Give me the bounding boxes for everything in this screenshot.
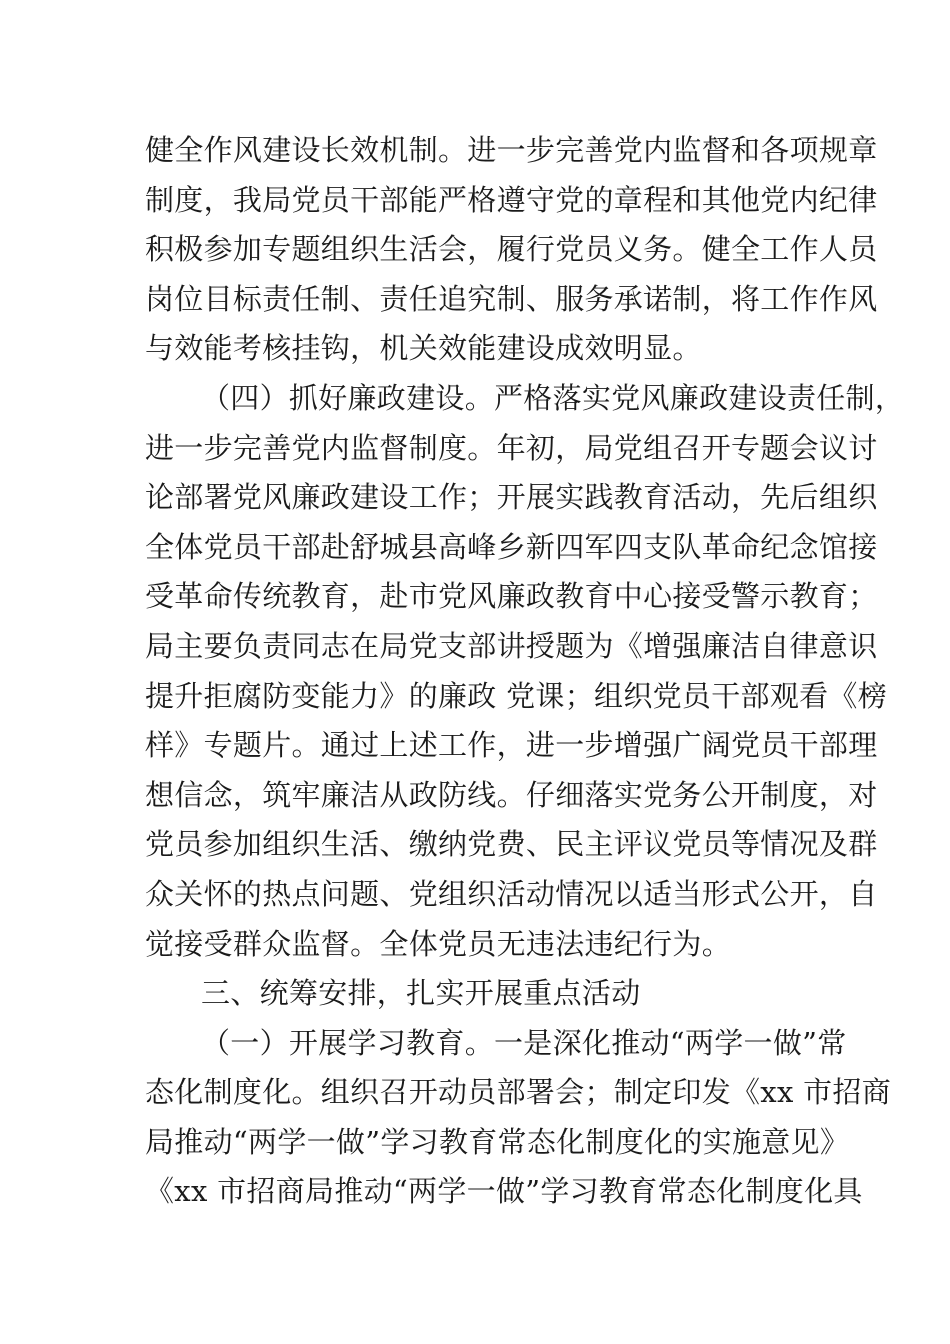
text-line: 全体党员干部赴舒城县高峰乡新四军四支队革命纪念馆接	[145, 529, 878, 564]
text-line: 积极参加专题组织生活会，履行党员义务。健全工作人员	[145, 232, 878, 267]
text-line: （四）抓好廉政建设。严格落实党风廉政建设责任制，	[201, 380, 905, 415]
text-line: 健全作风建设长效机制。进一步完善党内监督和各项规章	[145, 133, 878, 167]
text-line: 想信念，筑牢廉洁从政防线。仔细落实党务公开制度，对	[145, 777, 878, 812]
text-line: 进一步完善党内监督制度。年初，局党组召开专题会议讨	[145, 430, 878, 465]
text-line: 众关怀的热点问题、党组织活动情况以适当形式公开，自	[145, 876, 878, 911]
text-line: 觉接受群众监督。全体党员无违法违纪行为。	[145, 926, 732, 961]
text-line: 与效能考核挂钩，机关效能建设成效明显。	[145, 331, 702, 366]
text-line: 制度，我局党员干部能严格遵守党的章程和其他党内纪律	[145, 182, 878, 217]
text-line: （一）开展学习教育。一是深化推动“两学一做”常	[201, 1025, 847, 1060]
text-line: 局主要负责同志在局党支部讲授题为《增强廉洁自律意识	[145, 628, 878, 663]
text-line: 提升拒腐防变能力》的廉政 党课；组织党员干部观看《榜	[145, 678, 888, 713]
text-line: 三、统筹安排，扎实开展重点活动	[201, 976, 641, 1011]
text-line: 岗位目标责任制、责任追究制、服务承诺制，将工作作风	[145, 281, 878, 316]
text-line: 党员参加组织生活、缴纳党费、民主评议党员等情况及群	[145, 827, 878, 862]
text-line: 受革命传统教育，赴市党风廉政教育中心接受警示教育；	[145, 579, 878, 614]
text-line: 论部署党风廉政建设工作；开展实践教育活动，先后组织	[145, 480, 878, 515]
text-line: 《xx 市招商局推动“两学一做”学习教育常态化制度化具	[145, 1174, 863, 1209]
document-body	[145, 126, 905, 1217]
text-line: 态化制度化。组织召开动员部署会；制定印发《xx 市招商	[145, 1075, 892, 1110]
text-line: 样》专题片。通过上述工作，进一步增强广阔党员干部理	[145, 728, 878, 763]
text-line: 局推动“两学一做”学习教育常态化制度化的实施意见》	[145, 1124, 850, 1159]
